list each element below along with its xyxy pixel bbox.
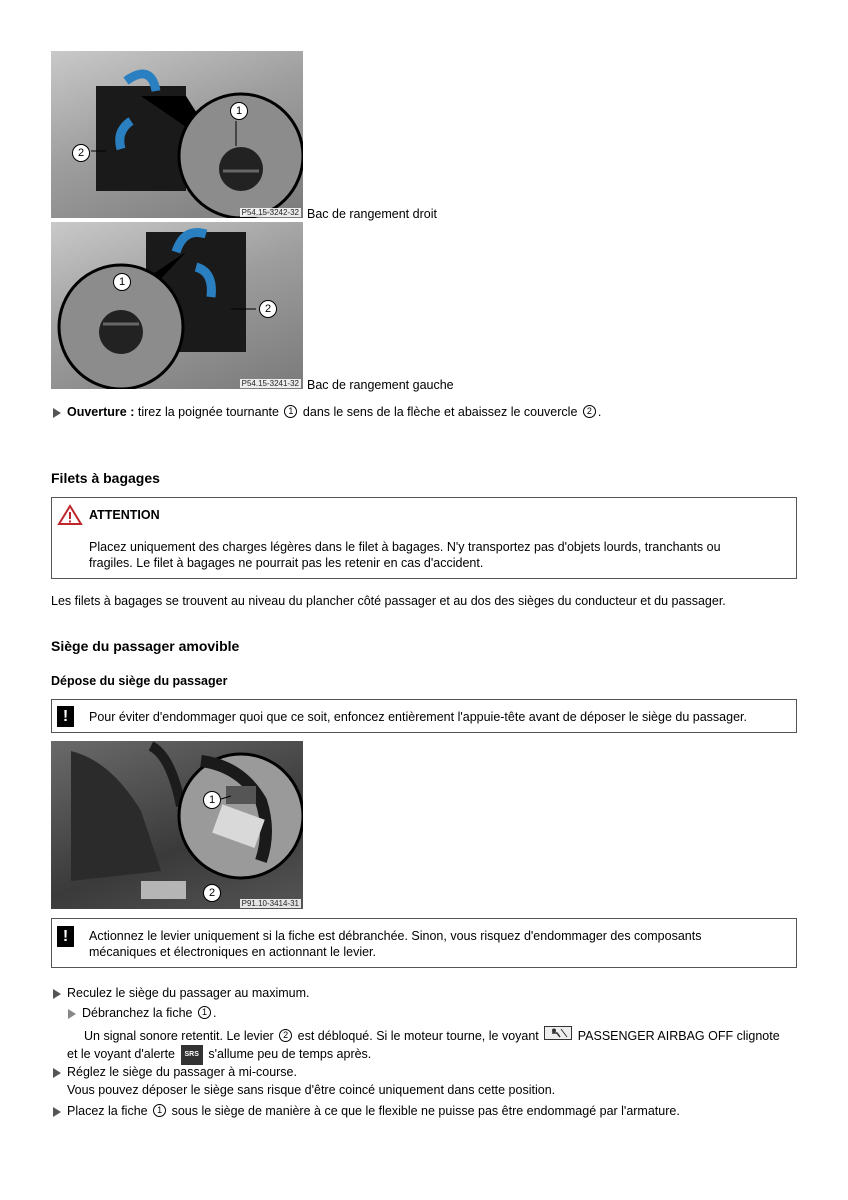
callout-1: 1: [230, 102, 248, 120]
step-move-seat-back: [53, 985, 309, 1001]
warning-triangle-icon: [57, 504, 83, 526]
exclamation-icon: !: [57, 706, 74, 727]
step-text: est débloqué. Si le moteur tourne, le voyant: [297, 1029, 539, 1043]
step-text: Débranchez la fiche: [82, 1006, 193, 1020]
figure-code: P91.10-3414-31: [241, 899, 299, 908]
bullet-arrow-icon: [53, 408, 61, 418]
step-result-lever: [84, 1026, 780, 1044]
exclamation-icon: !: [57, 926, 74, 947]
bullet-arrow-icon: [68, 1009, 76, 1019]
figure-code: P54.15-3242-32: [241, 208, 299, 217]
warning-text-line-1: Placez uniquement des charges légères dans le filet à bagages. N'y transportez pas d'objets lourds, tranchants ou: [89, 540, 721, 554]
nets-body: Les filets à bagages se trouvent au niveau du plancher côté passager et au dos des sièges du conducteur et du passager.: [51, 594, 726, 608]
figure-caption: Bac de rangement droit: [307, 207, 437, 221]
opening-text-2: dans le sens de la flèche et abaissez le couvercle: [302, 405, 578, 419]
reference-1: 1: [198, 1006, 211, 1019]
bullet-arrow-icon: [53, 989, 61, 999]
opening-instruction: [53, 404, 601, 420]
warning-text-line-2: fragiles. Le filet à bagages ne pourrait pas les retenir en cas d'accident.: [89, 556, 484, 570]
passenger-seat-illustration: [51, 741, 303, 909]
step-note: Vous pouvez déposer le siège sans risque d'être coincé uniquement dans cette position.: [67, 1083, 556, 1097]
step-text: PASSENGER AIRBAG OFF clignote: [577, 1029, 780, 1043]
step-disconnect-plug: [68, 1005, 216, 1021]
section-heading-nets: Filets à bagages: [51, 470, 160, 486]
notice-box-headrest: [51, 699, 797, 733]
opening-end: .: [597, 405, 602, 419]
step-adjust-seat: [53, 1064, 297, 1080]
callout-2: 2: [72, 144, 90, 162]
notice-text: Pour éviter d'endommager quoi que ce soit, enfoncez entièrement l'appuie-tête avant de déposer le siège du passager.: [89, 710, 747, 724]
callout-1: 1: [203, 791, 221, 809]
warning-box: [51, 497, 797, 579]
figure-caption: Bac de rangement gauche: [307, 378, 454, 392]
step-text: Placez la fiche: [67, 1104, 148, 1118]
step-text: s'allume peu de temps après.: [208, 1047, 372, 1061]
figure-passenger-seat: [51, 741, 303, 909]
opening-label: Ouverture :: [67, 405, 135, 419]
bullet-arrow-icon: [53, 1068, 61, 1078]
reference-1: 1: [284, 405, 297, 418]
step-end: .: [212, 1006, 217, 1020]
step-text: Réglez le siège du passager à mi-course.: [67, 1065, 297, 1079]
opening-text-1: tirez la poignée tournante: [137, 405, 279, 419]
notice-text-line-1: Actionnez le levier uniquement si la fiche est débranchée. Sinon, vous risquez d'endommager des composants: [89, 929, 702, 943]
reference-1: 1: [153, 1104, 166, 1117]
notice-box-lever: [51, 918, 797, 968]
step-text: Reculez le siège du passager au maximum.: [67, 986, 310, 1000]
step-text: et le voyant d'alerte: [67, 1047, 176, 1061]
reference-2: 2: [583, 405, 596, 418]
reference-2: 2: [279, 1029, 292, 1042]
step-text: Un signal sonore retentit. Le levier: [84, 1029, 274, 1043]
callout-2: 2: [259, 300, 277, 318]
section-heading-seat: Siège du passager amovible: [51, 638, 240, 654]
bullet-arrow-icon: [53, 1107, 61, 1117]
storage-right-illustration: [51, 51, 303, 218]
notice-text-line-2: mécaniques et électroniques en actionnant le levier.: [89, 945, 376, 959]
callout-2: 2: [203, 884, 221, 902]
subheading-seat-removal: Dépose du siège du passager: [51, 674, 228, 688]
figure-storage-left: [51, 222, 303, 389]
warning-title: ATTENTION: [89, 508, 160, 522]
step-result-srs: [67, 1045, 371, 1065]
figure-storage-right: [51, 51, 303, 218]
figure-code: P54.15-3241-32: [241, 379, 299, 388]
callout-1: 1: [113, 273, 131, 291]
step-place-plug: [53, 1103, 680, 1119]
step-text: sous le siège de manière à ce que le flexible ne puisse pas être endommagé par l'armature.: [171, 1104, 680, 1118]
passenger-airbag-off-icon: [544, 1026, 572, 1040]
srs-warning-icon: SRS: [181, 1045, 203, 1065]
